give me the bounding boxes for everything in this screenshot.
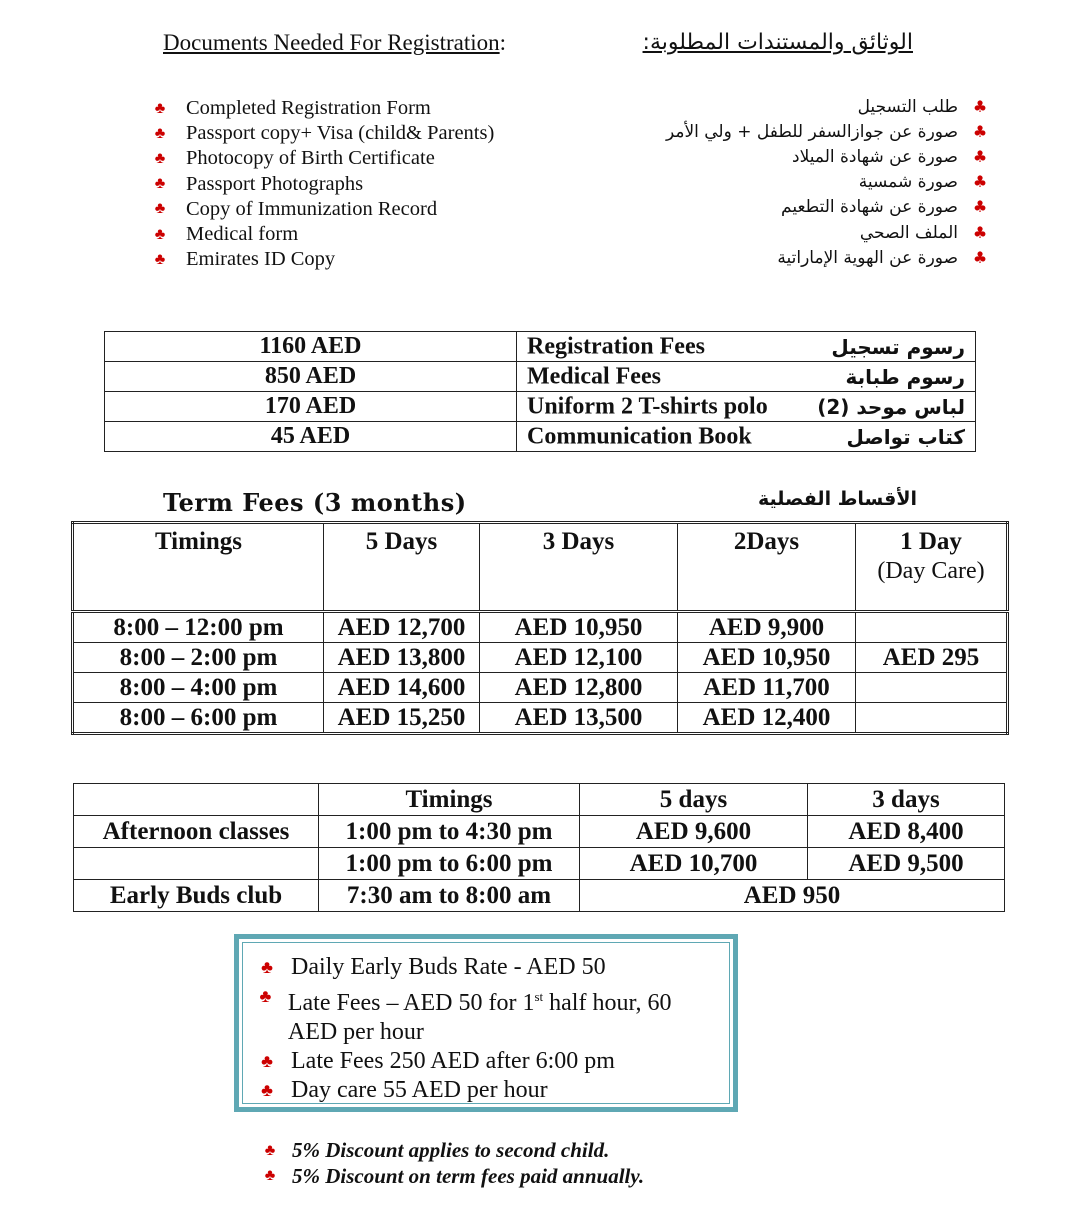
column-header: 2Days xyxy=(678,523,856,612)
column-header: 3 Days xyxy=(480,523,678,612)
maple-leaf-icon: ♣ xyxy=(154,149,166,167)
column-header: 3 days xyxy=(808,784,1005,816)
table-cell xyxy=(74,848,319,880)
table-cell: 8:00 – 12:00 pm xyxy=(73,612,324,643)
table-cell: 1:00 pm to 6:00 pm xyxy=(319,848,580,880)
list-item: ♣ Completed Registration Form xyxy=(152,96,494,121)
list-item: ♣ Daily Early Buds Rate - AED 50 xyxy=(259,953,709,982)
table-cell: AED 12,400 xyxy=(678,703,856,734)
column-header: 5 days xyxy=(580,784,808,816)
list-item: ♣ Medical form xyxy=(152,222,494,247)
table-row xyxy=(74,816,1005,848)
list-item: صورة شمسية ♣ xyxy=(858,172,988,193)
maple-leaf-icon: ♣ xyxy=(261,957,273,977)
table-cell: AED 12,700 xyxy=(324,612,480,643)
table-cell: AED 9,500 xyxy=(808,848,1005,880)
list-item: صورة عن جوازالسفر للطفل + ولي الأمر ♣ xyxy=(665,121,988,142)
table-row xyxy=(74,848,1005,880)
notes-box xyxy=(234,934,738,1112)
late-fees-note: Late Fees – AED 50 for 1st half hour, 60 AED per hour xyxy=(287,989,672,1045)
list-item: صورة عن الهوية الإماراتية ♣ xyxy=(777,247,988,268)
fee-amount: 170 AED xyxy=(105,392,517,422)
table-row xyxy=(73,643,1008,673)
table-row xyxy=(74,880,1005,912)
table-row xyxy=(105,422,976,452)
table-cell xyxy=(74,784,319,816)
table-row xyxy=(73,612,1008,643)
table-cell xyxy=(856,673,1008,703)
list-item: الملف الصحي ♣ xyxy=(859,222,988,243)
table-cell: 1:00 pm to 4:30 pm xyxy=(319,816,580,848)
table-cell: AED 9,600 xyxy=(580,816,808,848)
fee-amount: 45 AED xyxy=(105,422,517,452)
maple-leaf-icon: ♣ xyxy=(972,222,988,242)
maple-leaf-icon: ♣ xyxy=(261,1051,273,1071)
maple-leaf-icon: ♣ xyxy=(154,99,166,117)
list-item: ♣ Passport copy+ Visa (child& Parents) xyxy=(152,121,494,146)
maple-leaf-icon: ♣ xyxy=(154,225,166,243)
table-cell: AED 10,950 xyxy=(678,643,856,673)
list-item: ♣ Emirates ID Copy xyxy=(152,247,494,272)
maple-leaf-icon: ♣ xyxy=(972,121,988,141)
term-fees-table xyxy=(71,521,1009,735)
fee-description: Uniform 2 T-shirts polo لباس موحد (2) xyxy=(517,392,976,422)
table-cell: AED 13,800 xyxy=(324,643,480,673)
column-header: Timings xyxy=(73,523,324,612)
table-cell: AED 11,700 xyxy=(678,673,856,703)
afternoon-classes-table xyxy=(73,783,1005,912)
fee-amount: 1160 AED xyxy=(105,332,517,362)
list-item: ♣ Day care 55 AED per hour xyxy=(259,1076,709,1105)
table-cell: AED 12,100 xyxy=(480,643,678,673)
documents-list-ar xyxy=(568,94,988,270)
fee-amount: 850 AED xyxy=(105,362,517,392)
documents-title: Documents Needed For Registration: xyxy=(163,30,507,55)
maple-leaf-icon: ♣ xyxy=(972,197,988,217)
table-cell: AED 8,400 xyxy=(808,816,1005,848)
fee-description: Communication Book كتاب تواصل xyxy=(517,422,976,452)
column-header: Timings xyxy=(319,784,580,816)
table-row xyxy=(105,392,976,422)
table-cell: 8:00 – 4:00 pm xyxy=(73,673,324,703)
list-item: ♣ 5% Discount applies to second child. xyxy=(262,1138,644,1164)
list-item xyxy=(259,982,709,1047)
table-cell: AED 12,800 xyxy=(480,673,678,703)
list-item: ♣ Photocopy of Birth Certificate xyxy=(152,146,494,171)
table-header-row xyxy=(74,784,1005,816)
table-row xyxy=(105,362,976,392)
list-item: صورة عن شهادة التطعيم ♣ xyxy=(781,197,988,218)
term-fees-title: Term Fees (3 months) xyxy=(163,488,467,517)
documents-title-arabic: الوثائق والمستندات المطلوبة: xyxy=(642,30,913,55)
table-cell: 7:30 am to 8:00 am xyxy=(319,880,580,912)
maple-leaf-icon: ♣ xyxy=(972,172,988,192)
table-cell: AED 10,950 xyxy=(480,612,678,643)
table-cell: AED 14,600 xyxy=(324,673,480,703)
documents-list-en xyxy=(152,96,494,272)
maple-leaf-icon: ♣ xyxy=(972,146,988,166)
table-cell xyxy=(856,612,1008,643)
maple-leaf-icon: ♣ xyxy=(264,1167,276,1185)
fee-description: Registration Fees رسوم تسجيل xyxy=(517,332,976,362)
fee-description: Medical Fees رسوم طبابة xyxy=(517,362,976,392)
maple-leaf-icon: ♣ xyxy=(259,986,272,1006)
fees-table xyxy=(104,331,976,452)
list-item: ♣ 5% Discount on term fees paid annually. xyxy=(262,1164,644,1190)
table-cell: AED 10,700 xyxy=(580,848,808,880)
column-header: 5 Days xyxy=(324,523,480,612)
table-row xyxy=(73,703,1008,734)
list-item: ♣ Copy of Immunization Record xyxy=(152,197,494,222)
table-cell: 8:00 – 6:00 pm xyxy=(73,703,324,734)
table-row xyxy=(73,673,1008,703)
row-label: Early Buds club xyxy=(74,880,319,912)
list-item: ♣ Late Fees 250 AED after 6:00 pm xyxy=(259,1047,709,1076)
maple-leaf-icon: ♣ xyxy=(972,247,988,267)
table-cell: AED 950 xyxy=(580,880,1005,912)
notes-list xyxy=(259,953,709,1105)
list-item: طلب التسجيل ♣ xyxy=(857,96,988,117)
table-cell xyxy=(856,703,1008,734)
maple-leaf-icon: ♣ xyxy=(154,124,166,142)
discounts-list xyxy=(262,1138,644,1189)
row-label: Afternoon classes xyxy=(74,816,319,848)
maple-leaf-icon: ♣ xyxy=(261,1080,273,1100)
maple-leaf-icon: ♣ xyxy=(154,175,166,193)
term-fees-title-arabic: الأقساط الفصلية xyxy=(758,488,917,510)
list-item: صورة عن شهادة الميلاد ♣ xyxy=(792,146,988,167)
table-cell: AED 13,500 xyxy=(480,703,678,734)
table-row xyxy=(105,332,976,362)
maple-leaf-icon: ♣ xyxy=(154,250,166,268)
day-care-price: AED 295 xyxy=(856,643,1008,673)
maple-leaf-icon: ♣ xyxy=(972,96,988,116)
table-cell: AED 15,250 xyxy=(324,703,480,734)
table-cell: 8:00 – 2:00 pm xyxy=(73,643,324,673)
maple-leaf-icon: ♣ xyxy=(154,200,166,218)
column-header: 1 Day (Day Care) xyxy=(856,523,1008,612)
maple-leaf-icon: ♣ xyxy=(264,1141,276,1159)
list-item: ♣ Passport Photographs xyxy=(152,172,494,197)
table-cell: AED 9,900 xyxy=(678,612,856,643)
table-header-row xyxy=(73,523,1008,612)
